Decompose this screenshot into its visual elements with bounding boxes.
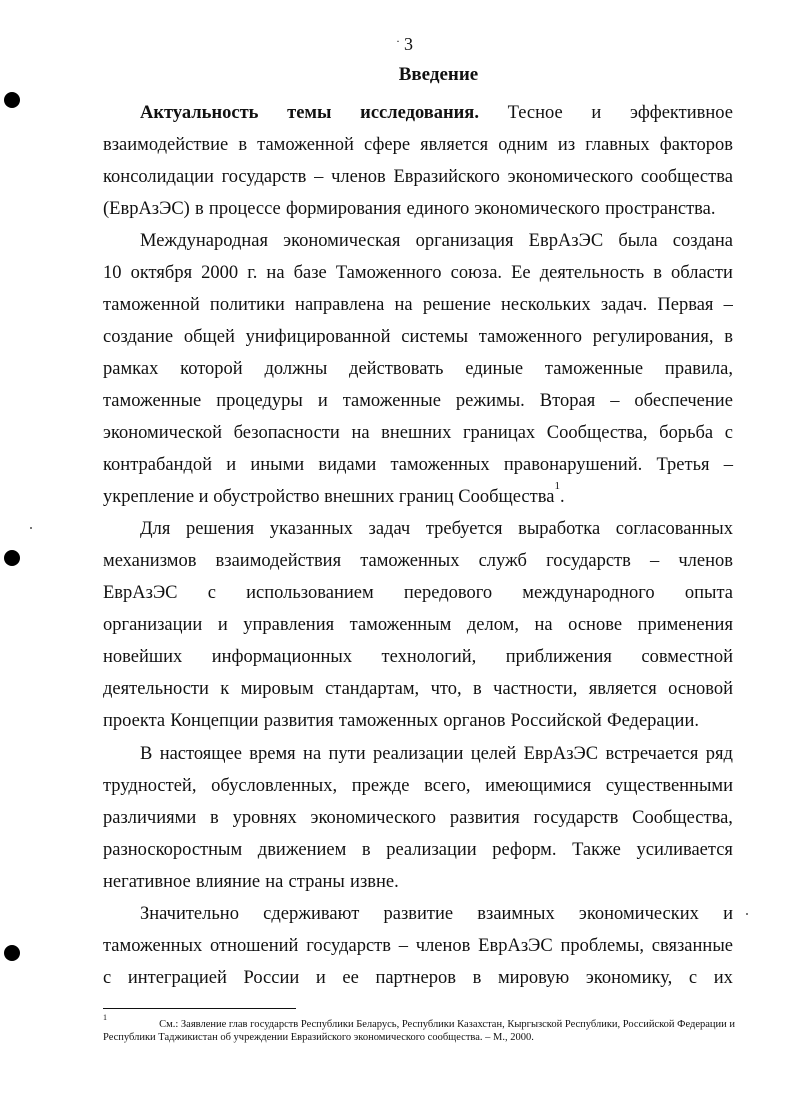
text-line (103, 262, 733, 284)
text-line (103, 198, 733, 220)
word: таможенные (544, 359, 644, 379)
word: (ЕврАзЭС) (103, 199, 190, 219)
word: формирования (285, 199, 402, 219)
word: одним (498, 135, 548, 155)
word: должны (264, 359, 328, 379)
word: обеспечение (634, 391, 733, 411)
word: ЕврАзЭС (478, 936, 553, 956)
word: имеющимися (485, 776, 592, 796)
word: всего, (424, 776, 471, 796)
word: отношений (210, 936, 299, 956)
word: видами (318, 455, 377, 475)
word: реформ. (492, 840, 557, 860)
word: таможенных (338, 711, 439, 731)
word: влияние (195, 872, 261, 892)
text-line (103, 871, 733, 893)
word: создана (672, 231, 733, 251)
word: обусловленных, (211, 776, 338, 796)
word: с (207, 583, 216, 603)
word: режимы. (455, 391, 525, 411)
word: задач. (600, 295, 648, 315)
word: ряд (705, 744, 733, 764)
word: в (472, 968, 482, 988)
footnote-text: См.: Заявление глав государств Республики Беларусь, Республики Казахстан, Кыргызской Республики, Российской Федерации и (159, 1019, 735, 1030)
word: организации (103, 615, 203, 635)
word: и (217, 615, 228, 635)
word: частности, (493, 679, 578, 699)
word: рамках (103, 359, 159, 379)
word: целей (470, 744, 517, 764)
word: основе (568, 615, 623, 635)
word: Федерации. (606, 711, 699, 731)
word: в (473, 679, 482, 699)
text-line (140, 743, 733, 765)
word: контрабандой (103, 455, 213, 475)
text-line (103, 839, 733, 861)
word: Вторая (539, 391, 596, 411)
word: борьба (659, 423, 714, 443)
word: деятельности (103, 679, 209, 699)
word: процедуры (216, 391, 303, 411)
word: – (723, 295, 733, 315)
word: из (557, 135, 576, 155)
text-line (103, 614, 733, 636)
word: членов (415, 936, 471, 956)
text-line (103, 807, 733, 829)
text-line (140, 230, 733, 252)
word: Значительно (140, 904, 239, 924)
text-line (140, 102, 733, 124)
text-line (140, 903, 733, 925)
text-line (103, 390, 733, 412)
word: экономического (310, 808, 437, 828)
word: и (591, 103, 602, 123)
word: регулирования, (592, 327, 714, 347)
word: стандартам, (325, 679, 420, 699)
word: таможенные (103, 391, 202, 411)
word: и (315, 968, 326, 988)
word: разноскоростным (103, 840, 243, 860)
text-line (103, 358, 733, 380)
word: на (534, 615, 553, 635)
word: таможенных (390, 455, 490, 475)
footnote-line (103, 1013, 735, 1031)
text-line (103, 294, 733, 316)
word: деятельность (539, 263, 645, 283)
word: Евразийского (393, 167, 500, 187)
word: является (420, 135, 489, 155)
word: Для (140, 519, 171, 539)
word: Таможенного (335, 263, 442, 283)
word: развития (449, 808, 520, 828)
word: взаимных (477, 904, 555, 924)
word: на (266, 263, 285, 283)
word: их (713, 968, 733, 988)
word: служб (478, 551, 527, 571)
word: международного (522, 583, 655, 603)
word: государств (306, 936, 391, 956)
word: экономическая (283, 231, 401, 251)
word: и (226, 455, 237, 475)
word: решение (422, 295, 491, 315)
word: Тесное (507, 103, 563, 123)
word: проекта (103, 711, 166, 731)
word: политики (209, 295, 285, 315)
word: взаимодействие (103, 135, 229, 155)
text-line (103, 422, 733, 444)
word: экономического (507, 167, 634, 187)
word: и (317, 391, 328, 411)
word: экономических (578, 904, 699, 924)
line-text: укрепление и обустройство внешних границ Сообщества (103, 487, 555, 507)
word: время (249, 744, 296, 764)
word: с (688, 968, 698, 988)
text-line (103, 935, 733, 957)
word: главных (585, 135, 650, 155)
text-line (103, 166, 733, 188)
word: единого (406, 199, 470, 219)
word: основой (668, 679, 733, 699)
word: экономической (103, 423, 223, 443)
word: делом, (466, 615, 519, 635)
word: – (610, 391, 620, 411)
word: экономику, (585, 968, 673, 988)
word: В (140, 744, 153, 764)
word: в (210, 808, 219, 828)
word: членов (678, 551, 733, 571)
word: Третья (656, 455, 710, 475)
word: государств (546, 551, 631, 571)
word: была (618, 231, 658, 251)
word: извне. (350, 872, 399, 892)
footnote-marker: 1 (103, 1013, 107, 1022)
word: в (653, 263, 662, 283)
word: решения (185, 519, 255, 539)
word: усиливается (636, 840, 733, 860)
footnote-line (103, 1031, 735, 1044)
word: Первая (657, 295, 714, 315)
word: сдерживают (263, 904, 360, 924)
word: ЕврАзЭС (103, 583, 178, 603)
text-line (103, 582, 733, 604)
word: встречается (605, 744, 699, 764)
word: таможенные (342, 391, 441, 411)
word: нескольких (501, 295, 591, 315)
word: внешних (381, 423, 452, 443)
word: организация (415, 231, 514, 251)
word: 2000 (201, 263, 239, 283)
word: развития (263, 711, 334, 731)
word: реализации (373, 744, 464, 764)
word: Также (572, 840, 621, 860)
word: правила, (664, 359, 733, 379)
word: таможенной (103, 295, 200, 315)
word: с (103, 968, 112, 988)
word: Ее (511, 263, 531, 283)
word: указанных (269, 519, 353, 539)
text-line (103, 710, 733, 732)
word: мировым (240, 679, 314, 699)
word: унифицированной (245, 327, 391, 347)
word: на (303, 744, 322, 764)
word: 10 (103, 263, 122, 283)
word: процессе (208, 199, 281, 219)
word: связанные (651, 936, 733, 956)
word: на (394, 295, 413, 315)
word: управления (243, 615, 335, 635)
word: реализации (386, 840, 477, 860)
word: таможенного (478, 327, 582, 347)
word: членов (331, 167, 386, 187)
word: – (398, 936, 408, 956)
word: различиями (103, 808, 197, 828)
page-number-value: 3 (404, 34, 413, 54)
word: темы (287, 103, 332, 123)
word: информационных (211, 647, 353, 667)
word: экономического (474, 199, 600, 219)
word: органов (443, 711, 506, 731)
word: октября (130, 263, 193, 283)
word: уровнях (232, 808, 297, 828)
text-line (103, 775, 733, 797)
scan-speck (746, 913, 748, 915)
text-line (103, 326, 733, 348)
word: области (671, 263, 733, 283)
scan-speck (30, 527, 32, 529)
word: сообщества (640, 167, 733, 187)
word: Международная (140, 231, 268, 251)
word: задач (368, 519, 411, 539)
line-tail: . (559, 487, 565, 507)
text-line (103, 678, 733, 700)
text-line (103, 480, 733, 508)
word: развитие (383, 904, 454, 924)
word: настоящее (159, 744, 242, 764)
word: передового (403, 583, 493, 603)
word: г. (247, 263, 258, 283)
text-line (103, 967, 733, 989)
word: новейших (103, 647, 183, 667)
word: факторов (659, 135, 733, 155)
word: совместной (641, 647, 733, 667)
word: сфере (363, 135, 411, 155)
word: правонарушений. (503, 455, 643, 475)
word: – (723, 455, 733, 475)
word: ЕврАзЭС (523, 744, 599, 764)
word: границах (462, 423, 536, 443)
footnote-reference: 1 (554, 480, 560, 492)
word: государств (533, 808, 619, 828)
word: базе (293, 263, 327, 283)
word: таможенным (349, 615, 452, 635)
word: механизмов (103, 551, 197, 571)
page-number (396, 34, 413, 55)
word: ее (342, 968, 359, 988)
text-line (103, 134, 733, 156)
word: союза. (450, 263, 503, 283)
word: партнеров (375, 968, 456, 988)
word: что, (430, 679, 462, 699)
word: Сообщества, (632, 808, 733, 828)
word: существенными (605, 776, 733, 796)
word: исследования. (360, 103, 479, 123)
word: эффективное (630, 103, 733, 123)
section-heading: Введение (398, 64, 479, 85)
word: Концепции (170, 711, 259, 731)
word: является (588, 679, 657, 699)
text-line (103, 454, 733, 476)
word: в (361, 840, 371, 860)
word: на (351, 423, 370, 443)
word: применения (637, 615, 733, 635)
word: согласованных (615, 519, 733, 539)
word: использованием (246, 583, 374, 603)
word: интеграцией (127, 968, 227, 988)
word: – (649, 551, 660, 571)
word: таможенных (360, 551, 460, 571)
word: таможенной (257, 135, 354, 155)
word: движением (257, 840, 347, 860)
word: действовать (349, 359, 444, 379)
word: в (195, 199, 204, 219)
word: взаимодействия (215, 551, 342, 571)
word: Российской (510, 711, 602, 731)
page-number-mark: · (396, 34, 400, 48)
text-line (140, 518, 733, 540)
punch-hole-middle (4, 550, 20, 566)
punch-hole-bottom (4, 945, 20, 961)
word: таможенных (103, 936, 203, 956)
word: проблемы, (560, 936, 645, 956)
word: в (724, 327, 733, 347)
word: пути (328, 744, 366, 764)
text-line (103, 646, 733, 668)
word: пространства. (605, 199, 716, 219)
word: трудностей, (103, 776, 197, 796)
word: консолидации (103, 167, 214, 187)
word: выработка (518, 519, 601, 539)
word: – (314, 167, 324, 187)
word: государств (221, 167, 307, 187)
footnote-separator (103, 1008, 296, 1009)
word: единые (465, 359, 524, 379)
word: в (238, 135, 248, 155)
word: и (723, 904, 733, 924)
word: страны (288, 872, 345, 892)
word: к (220, 679, 230, 699)
word: приближения (505, 647, 612, 667)
punch-hole-top (4, 92, 20, 108)
word: прежде (351, 776, 410, 796)
word: создание (103, 327, 174, 347)
word: мировую (497, 968, 570, 988)
word: требуется (425, 519, 503, 539)
word: иными (250, 455, 305, 475)
word: технологий, (381, 647, 477, 667)
word: опыта (684, 583, 733, 603)
word: Актуальность (140, 103, 259, 123)
text-line (103, 550, 733, 572)
word: Сообщества, (546, 423, 648, 443)
word: безопасности (233, 423, 340, 443)
word: ЕврАзЭС (528, 231, 604, 251)
word: на (265, 872, 284, 892)
word: с (724, 423, 733, 443)
word: общей (183, 327, 235, 347)
word: системы (401, 327, 469, 347)
footnote-text: Республики Таджикистан об учреждении Евразийского экономического сообщества. – М., 2000. (103, 1032, 534, 1043)
word: негативное (103, 872, 191, 892)
word: России (243, 968, 300, 988)
word: которой (180, 359, 243, 379)
word: направлена (295, 295, 385, 315)
